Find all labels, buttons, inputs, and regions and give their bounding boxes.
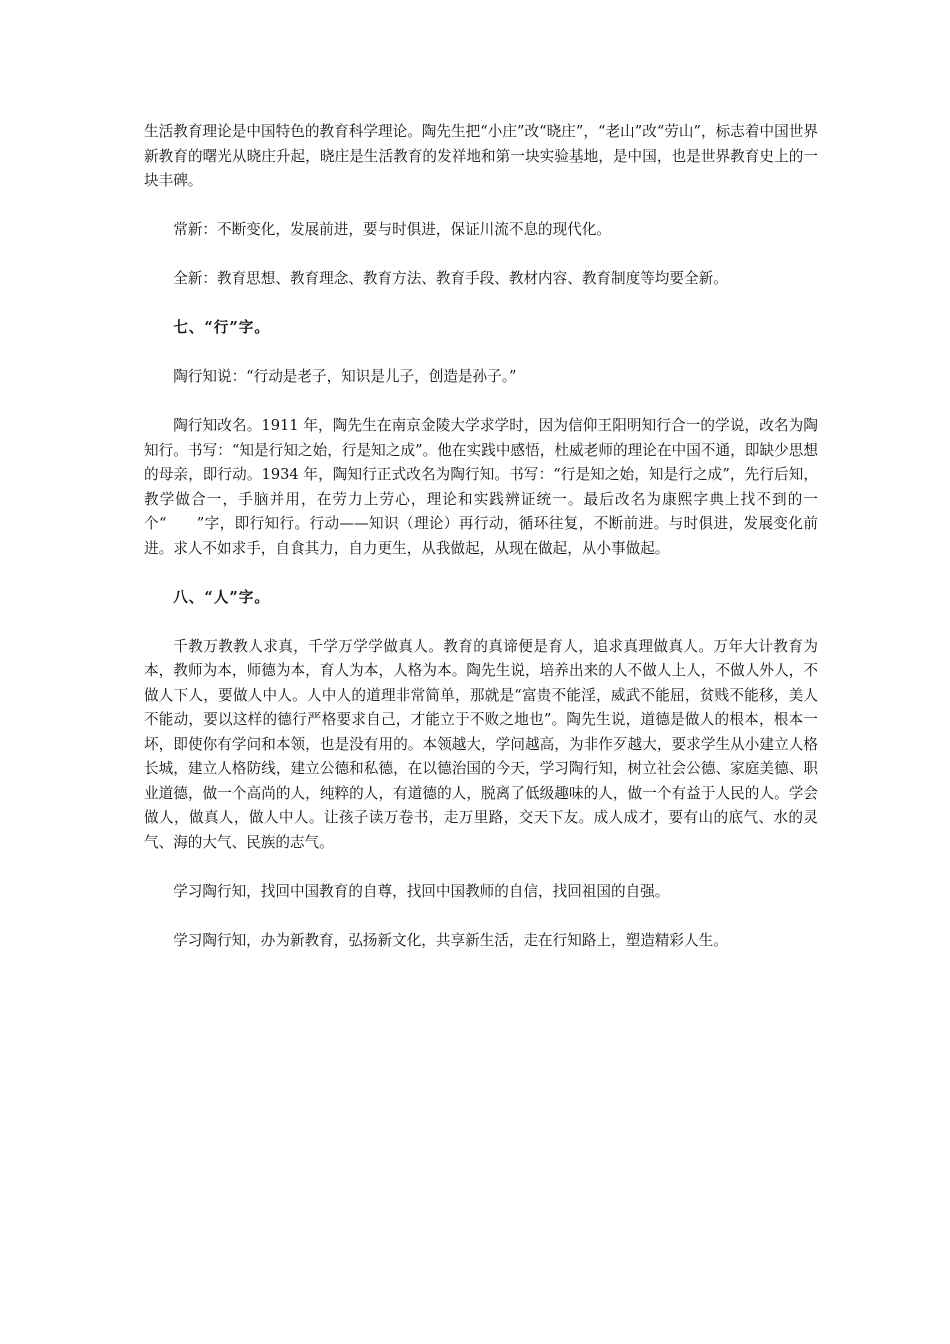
paragraph-name-change: 陶行知改名。1911 年，陶先生在南京金陵大学求学时，因为信仰王阳明知行合一的学说，改名为陶知行。书写：“知是行知之始，行是知之成”。他在实践中感悟，杜威老师的理论在中国不通，即缺少思想的母亲，即行动。1934 年，陶知行正式改名为陶行知。书写：“行是知之始，知是行之成”，先行后知，教学做合一，手脑并用，在劳力上劳心，理论和实践辨证统一。最后改名为康熙字典上找不到的一个“ ”字，即行知行。行动——知识（理论）再行动，循环往复，不断前进。与时俱进，发展变化前进。求人不如求手，自食其力，自力更生，从我做起，从现在做起，从小事做起。	[144, 417, 818, 557]
paragraph-quote: 陶行知说：“行动是老子，知识是儿子，创造是孙子。”	[173, 368, 517, 385]
section-heading-xing: 七、“行”字。	[173, 319, 270, 336]
paragraph-quanxin: 全新：教育思想、教育理念、教育方法、教育手段、教材内容、教育制度等均要全新。	[173, 270, 728, 287]
section-heading-ren: 八、“人”字。	[173, 588, 270, 606]
paragraph-life-education: 生活教育理论是中国特色的教育科学理论。陶先生把“小庄”改“晓庄”，“老山”改“劳山”，标志着中国世界新教育的曙光从晓庄升起，晓庄是生活教育的发祥地和第一块实验基地，是中国，也是世界教育史上的一块丰碑。	[144, 123, 818, 189]
paragraph-changxin: 常新：不断变化，发展前进，要与时俱进，保证川流不息的现代化。	[173, 221, 612, 238]
document-body	[144, 120, 818, 978]
paragraph-learn-2: 学习陶行知，办为新教育，弘扬新文化，共享新生活，走在行知路上，塑造精彩人生。	[173, 931, 728, 949]
paragraph-learn-1: 学习陶行知，找回中国教育的自尊，找回中国教师的自信，找回祖国的自强。	[173, 882, 670, 900]
paragraph-true-person: 千教万教教人求真，千学万学学做真人。教育的真谛便是育人，追求真理做真人。万年大计教育为本，教师为本，师德为本，育人为本，人格为本。陶先生说，培养出来的人不做人上人，不做人外人，不做人下人，要做人中人。人中人的道理非常简单，那就是“富贵不能淫，威武不能屈，贫贱不能移，美人不能动，要以这样的德行严格要求自己，才能立于不败之地也”。陶先生说，道德是做人的根本，根本一坏，即使你有学问和本领，也是没有用的。本领越大，学问越高，为非作歹越大，要求学生从小建立人格长城，建立人格防线，建立公德和私德，在以德治国的今天，学习陶行知，树立社会公德、家庭美德、职业道德，做一个高尚的人，纯粹的人，有道德的人，脱离了低级趣味的人，做一个有益于人民的人。学会做人，做真人，做人中人。让孩子读万卷书，走万里路，交天下友。成人成才，要有山的底气、水的灵气、海的大气、民族的志气。	[144, 637, 818, 851]
